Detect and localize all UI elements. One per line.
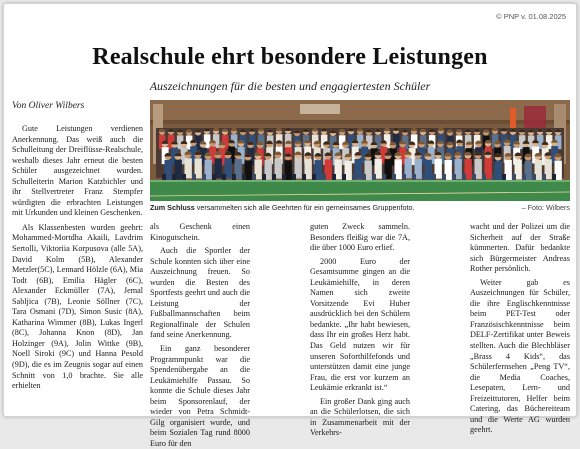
paragraph: Ein ganz besonderer Programmpunkt war die Spendenübergabe an die Leukämiehilfe Passau. So konnte die Schule dieses Jahr beim Sponsorenlauf, der wieder von Petra Schmidt-Gilg organisiert wurde, und beim Sozialen Tag rund 8000 Euro für den xyxy=(150,344,250,448)
paragraph: Weiter gab es Auszeichnungen für Schüler, die ihre Englischkenntnisse beim PET-Test oder Französischkenntnisse beim DELF-Zertifikat unter Beweis stellten. Auch die Blechbläser „Brass 4 Kids“, das Schülerfernsehen „Peng TV“, die Media Coaches, Lesepaten, Lern- und Freizeittutoren, Helfer beim Catering, das Büchereiteam und die Werte AG wurden geehrt. xyxy=(470,277,570,435)
article-column-1 xyxy=(12,124,143,392)
caption-lead: Zum Schluss xyxy=(150,203,195,212)
copyright-notice: © PNP v. 01.08.2025 xyxy=(496,12,566,21)
caption-text: versammelten sich alle Geehrten für ein gemeinsames Gruppenfoto. xyxy=(194,203,415,212)
article-column-4 xyxy=(470,222,570,449)
paragraph: Ein großer Dank ging auch an die Schülerlotsen, die sich in Zusammenarbeit mit der Verkehrs- xyxy=(310,396,410,438)
paragraph: guten Zweck sammeln. Besonders fleißig war die 7A, die über 1000 Euro erlief. xyxy=(310,222,410,253)
article-clipping xyxy=(3,3,577,448)
article-column-2 xyxy=(150,222,250,449)
article-column-3 xyxy=(310,222,410,449)
byline: Von Oliver Wilbers xyxy=(12,101,85,111)
paragraph: wacht und der Polizei um die Sicherheit auf der Straße kümmerten. Dafür bedankte sich Bürgermeister Andreas Rother persönlich. xyxy=(470,222,570,274)
paragraph: als Geschenk einen Kinogutschein. xyxy=(150,222,250,242)
article-columns xyxy=(150,222,570,449)
headline: Realschule ehrt besondere Leistungen xyxy=(92,44,488,70)
paragraph: Als Klassenbesten wurden geehrt: Mohammed-Mortdha Akaili, Lavdrim Sertolli, Viktoriia Korpusova (alle 5A), David Kolm (5B), Alexander Metzler(5C), Lennard Hölzle (6A), Mia Todt (6B), Emilia Hägler (6C), Alexander Eckmüller (7A), Jemal Sabljica (7B), Leonie Söllner (7C), Tara Osmani (7D), Simon Susic (8A), Katharina Wimmer (8B), Lukas Ingerl (8C), Johanna Knon (8D), Jan Holzinger (9A), Jolin Wittke (9B), Noell Siroki (9C) und Hanna Pesold (9D), die es im Zeugnis sogar auf einen Schnitt von 1,0 brachte. Sie alle erhielten xyxy=(12,222,143,391)
paragraph: Auch die Sportler der Schule konnten sich über eine Auszeichnung freuen. So wurden die Besten des Sportfests geehrt und auch die Leistung der Fußballmannschaften beim Regionalfinale der Schulen fand seine Anerkennung. xyxy=(150,246,250,340)
paragraph: 2000 Euro der Gesamtsumme gingen an die Leukämiehilfe, in deren Namen sich zweite Vorsitzende Evi Huber ausdrücklich bei den Schülern bedankte. „Ihr habt bewiesen, dass Ihr ein großes Herz habt. Das Geld nutzen wir für unseren Soforthilfefonds und unterstützen damit eine junge Frau, die erst vor kurzem an Leukämie erkrankt ist.“ xyxy=(310,256,410,393)
photo-credit: – Foto: Wilbers xyxy=(521,203,570,212)
subheadline: Auszeichnungen für die besten und engagiertesten Schüler xyxy=(149,79,431,93)
group-photo xyxy=(150,100,570,201)
photo-caption xyxy=(150,203,570,212)
paragraph: Gute Leistungen verdienen Anerkennung. Das weiß auch die Schulleitung der Dreiflüsse-Realschule, weshalb dieses Jahr erneut die besten Schüler ausgezeichnet wurden. Schulleiterin Marion Katzbichler und ihr Stellvertreter Franz Stempfer würdigten die erbrachten Leistungen mit Urkunden und kleinen Geschenken. xyxy=(12,124,143,218)
